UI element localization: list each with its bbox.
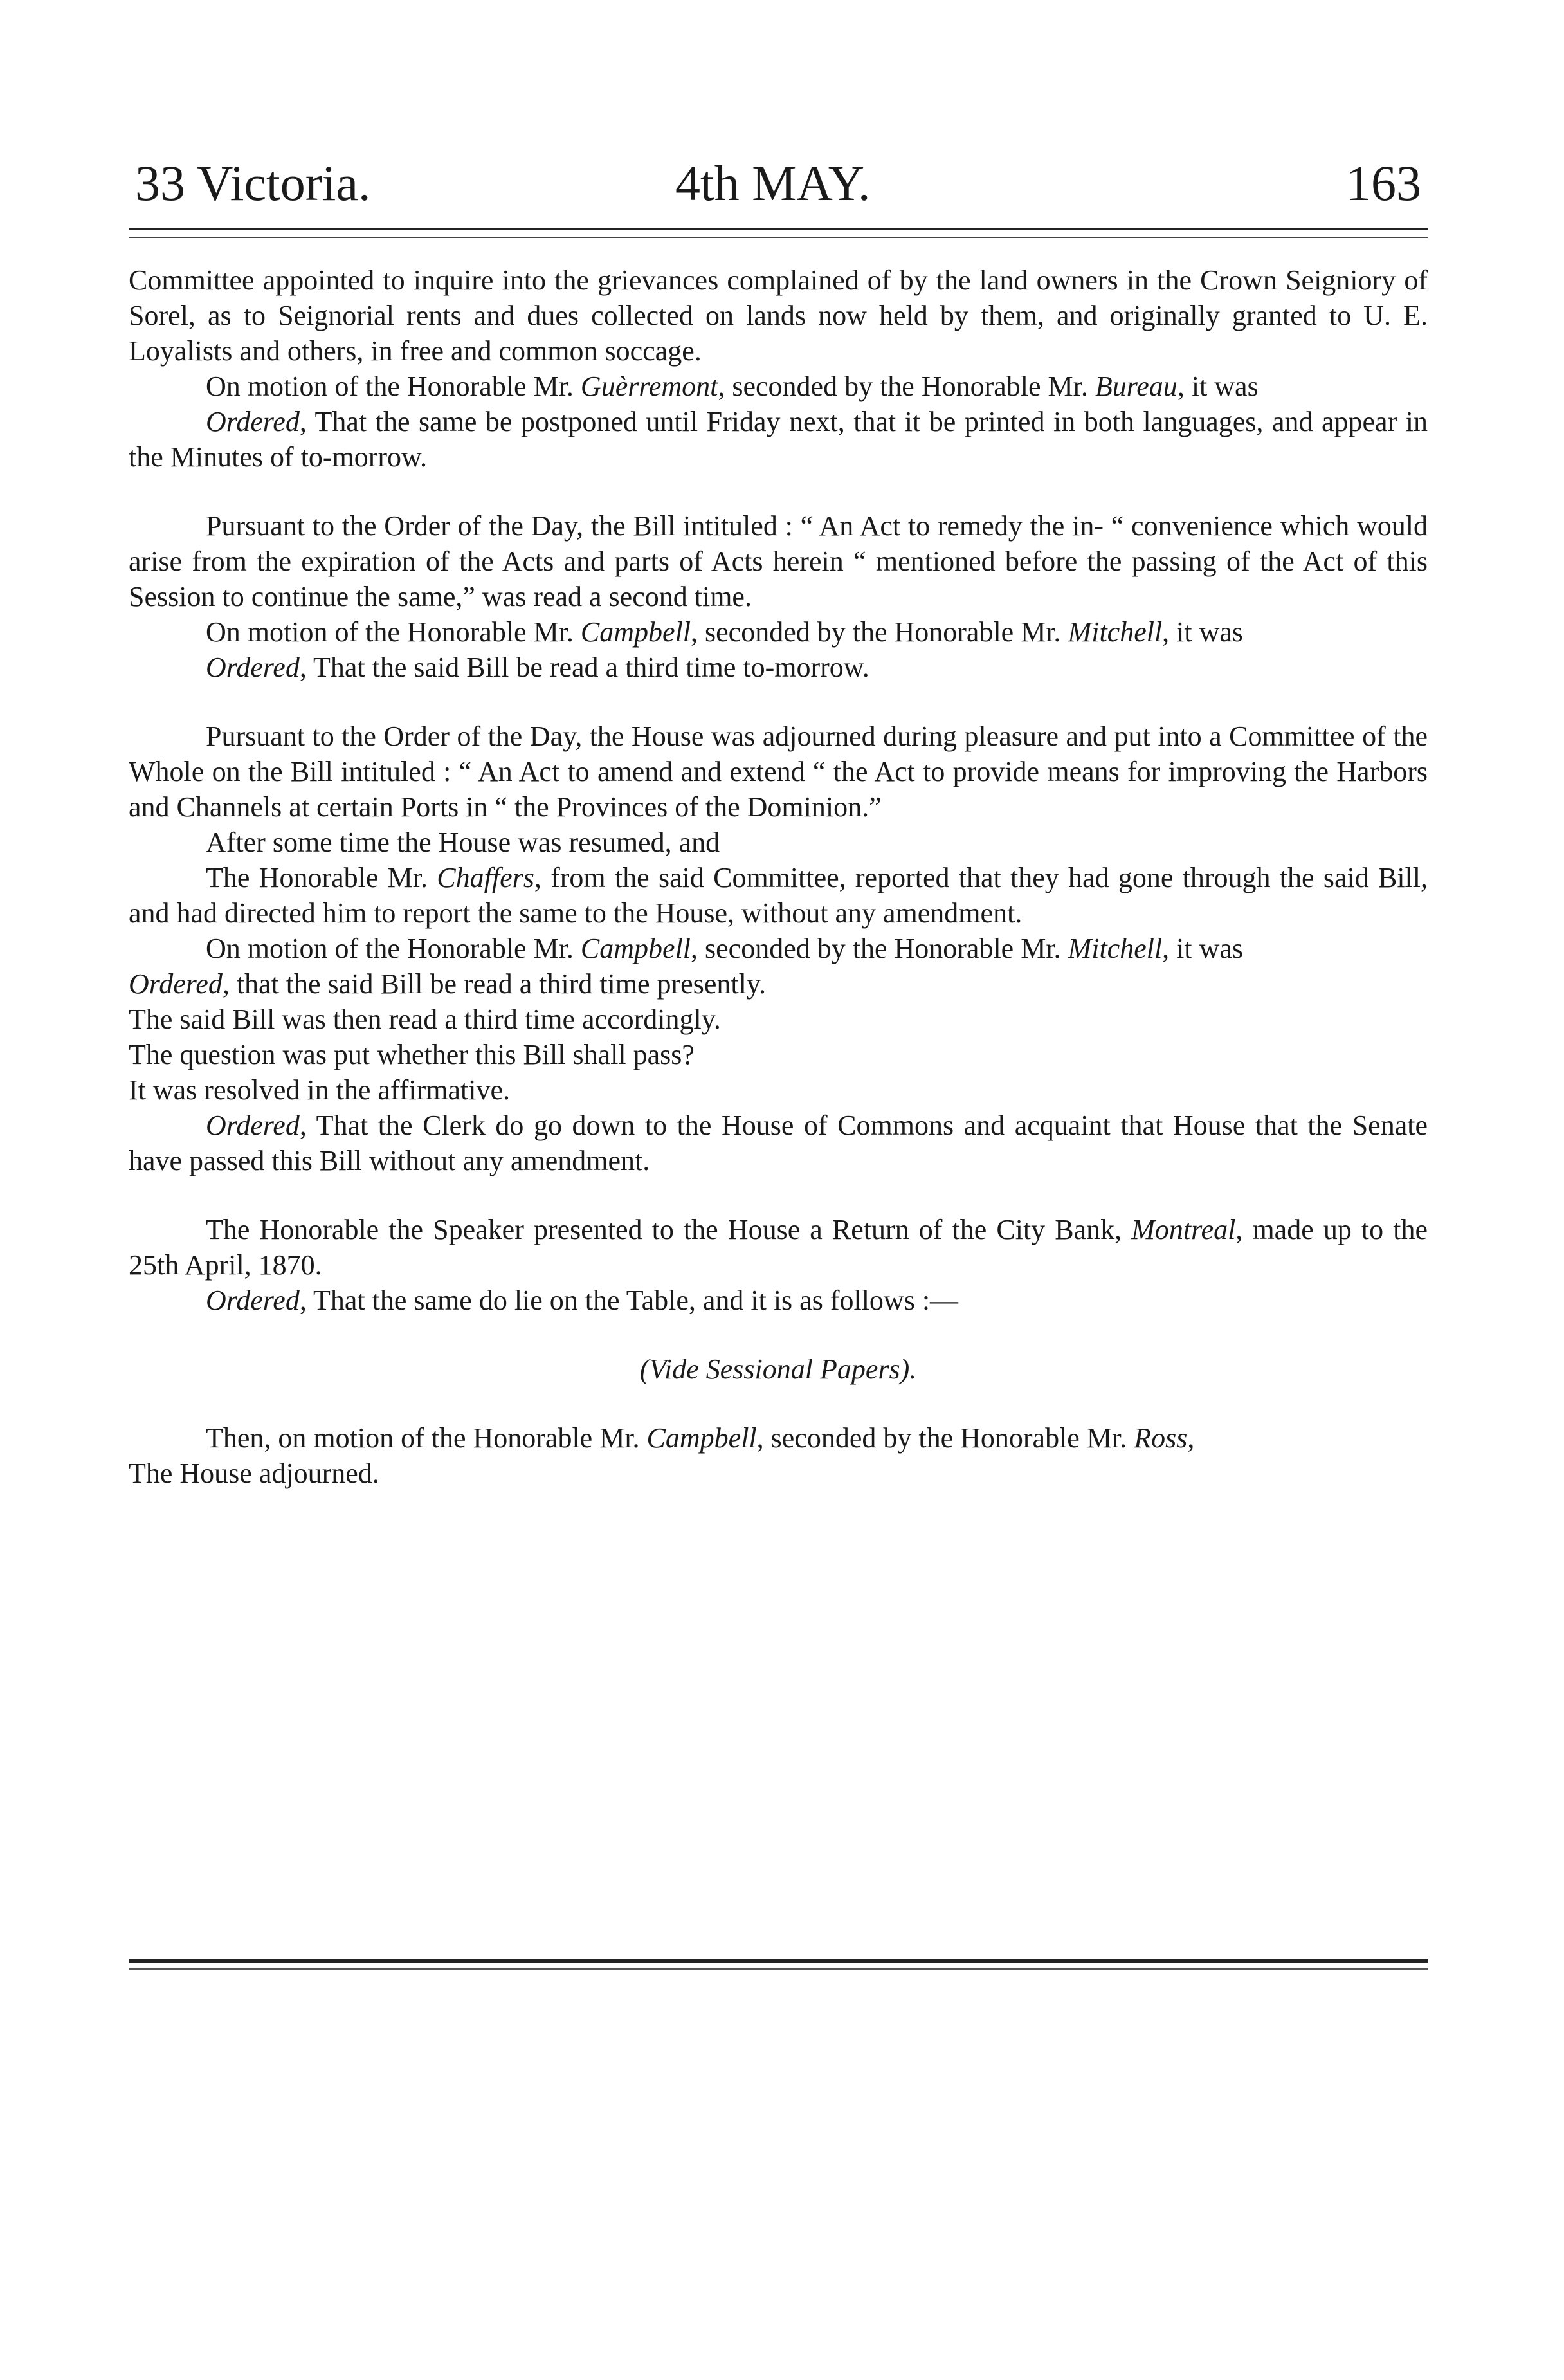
ordered-label: Ordered [206,652,300,683]
text: , it was [1162,616,1244,648]
text: , from the said Committee, reported that they had gone through the said Bill, and had directed him to report the same to the House, without any amendment. [129,862,1428,929]
paragraph [129,1002,1428,1037]
text: , seconded by the Honorable Mr. [691,933,1068,964]
paragraph-text: The said Bill was then read a third time accordingly. [129,1003,721,1035]
paragraph [129,1456,1428,1491]
senator-name: Chaffers [437,862,534,893]
text: , That the same be postponed until Friday next, that it be printed in both languages, and appear in the Minutes of to-morrow. [129,406,1428,473]
paragraph-vide [129,1351,1428,1387]
text: , it was [1177,371,1259,402]
paragraph-text: Committee appointed to inquire into the grievances complained of by the land owners in the Crown Seigniory of Sorel, as to Seignorial rents and dues collected on lands now held by them, and originally granted to U. E. Loyalists and others, in free and common soccage. [129,264,1428,367]
journal-body [129,262,1428,1491]
paragraph-text: It was resolved in the affirmative. [129,1074,510,1106]
ordered-label: Ordered [129,968,223,1000]
ordered-label: Ordered [206,1110,300,1141]
text: , seconded by the Honorable Mr. [691,616,1068,648]
senator-name: Campbell [580,616,691,648]
paragraph [129,1212,1428,1283]
text: On motion of the Honorable Mr. [206,371,581,402]
paragraph [129,1037,1428,1072]
vide-reference: (Vide Sessional Papers). [639,1353,917,1385]
text: , that the said Bill be read a third time presently. [222,968,766,1000]
text: , made up to the 25th April, 1870. [129,1214,1428,1281]
paragraph-text: The question was put whether this Bill shall pass? [129,1039,695,1070]
text: The Honorable the Speaker presented to the House a Return of the City Bank, [206,1214,1132,1245]
ordered-label: Ordered [206,406,300,437]
senator-name: Guèrremont [580,371,718,402]
text: , That the said Bill be read a third time to-morrow. [299,652,869,683]
page [129,142,1428,1491]
text: On motion of the Honorable Mr. [206,933,581,964]
text: , That the same do lie on the Table, and it is as follows :— [299,1285,959,1316]
senator-name: Mitchell [1068,933,1163,964]
senator-name: Ross [1134,1422,1188,1454]
text: , [1187,1422,1195,1454]
paragraph-text: Pursuant to the Order of the Day, the House was adjourned during pleasure and put into a Committee of the Whole on the Bill intituled : “ An Act to amend and extend “ the Act to provide means for improving the Harbors and Channels at certain Ports in “ the Provinces of the Dominion.” [129,720,1428,823]
paragraph-text: Pursuant to the Order of the Day, the Bill intituled : “ An Act to remedy the in- “ convenience which would arise from the expiration of the Acts and parts of Acts herein “ mentioned before the passing of the Act of this Session to continue the same,” was read a second time. [129,510,1428,612]
paragraph [129,719,1428,825]
text: Then, on motion of the Honorable Mr. [206,1422,647,1454]
paragraph [129,825,1428,860]
paragraph [129,966,1428,1002]
paragraph [129,369,1428,404]
header-rule [129,228,1428,230]
text: The Honorable Mr. [206,862,437,893]
paragraph [129,931,1428,966]
paragraph [129,1283,1428,1318]
text: , That the Clerk do go down to the House of Commons and acquaint that House that the Senate have passed this Bill without any amendment. [129,1110,1428,1176]
paragraph [129,860,1428,931]
text: On motion of the Honorable Mr. [206,616,581,648]
paragraph [129,1072,1428,1108]
text: , it was [1162,933,1244,964]
place-name: Montreal [1131,1214,1236,1245]
paragraph [129,650,1428,685]
paragraph-text: After some time the House was resumed, and [206,827,720,858]
paragraph-text: The House adjourned. [129,1458,379,1489]
paragraph [129,404,1428,475]
paragraph [129,1420,1428,1456]
ordered-label: Ordered [206,1285,300,1316]
paragraph [129,1108,1428,1178]
paragraph [129,262,1428,369]
text: , seconded by the Honorable Mr. [756,1422,1134,1454]
senator-name: Mitchell [1068,616,1163,648]
paragraph [129,508,1428,614]
paragraph [129,614,1428,650]
header-regnal-year: 33 Victoria. [135,155,371,211]
page-number: 163 [1346,155,1421,211]
header-date: 4th MAY. [675,155,871,211]
senator-name: Campbell [580,933,691,964]
senator-name: Campbell [646,1422,757,1454]
footer-rule [129,1959,1428,1963]
page-header [129,142,1428,225]
senator-name: Bureau [1095,371,1178,402]
text: , seconded by the Honorable Mr. [718,371,1095,402]
